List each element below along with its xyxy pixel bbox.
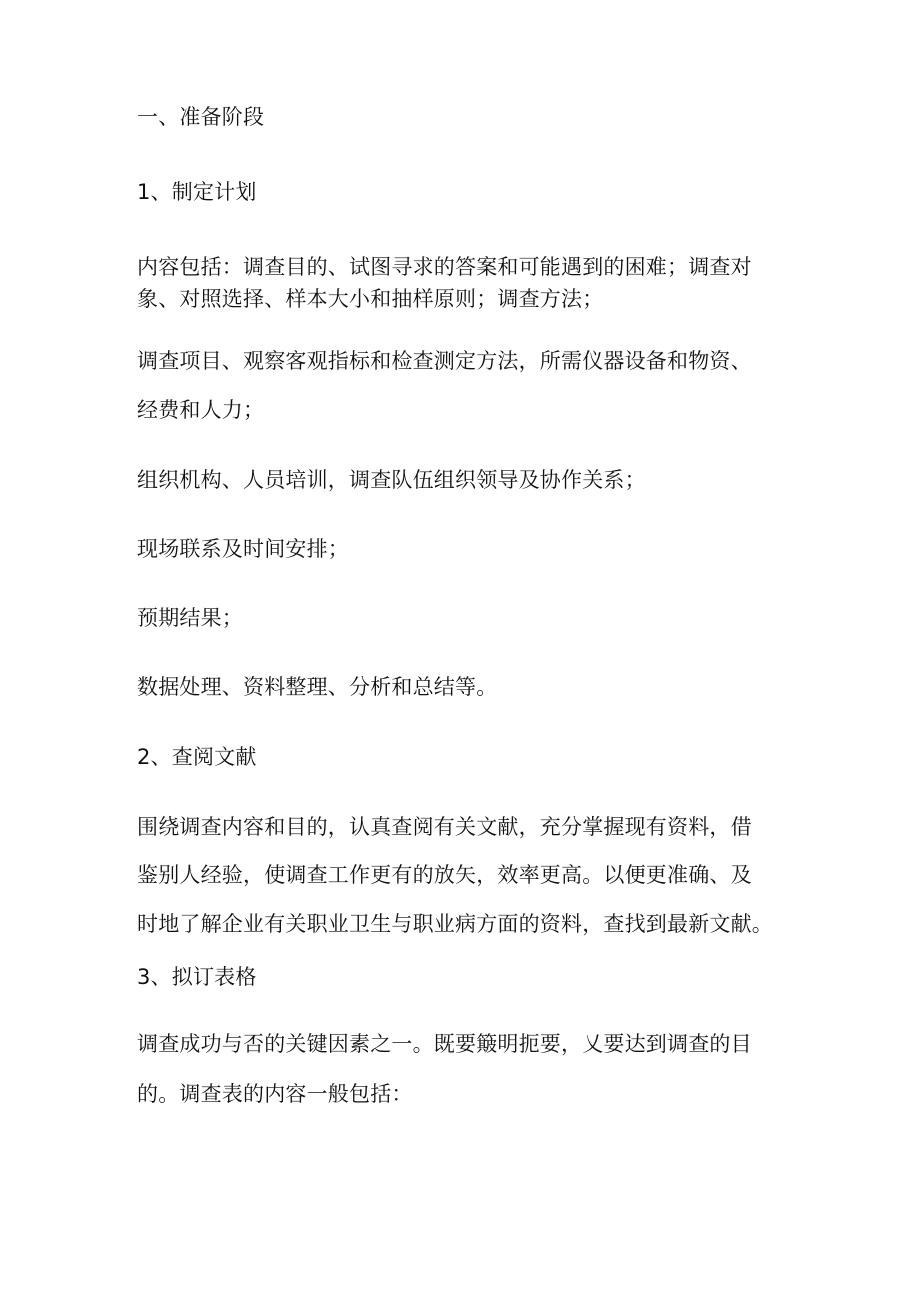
section-title-literature: 2、查阅文献 bbox=[137, 745, 257, 769]
paragraph-line: 鉴别人经验，使调查工作更有的放矢，效率更高。以便更准确、及 bbox=[137, 863, 752, 887]
paragraph-line: 象、对照选择、样本大小和抽样原则；调查方法； bbox=[137, 287, 604, 311]
paragraph-line: 时地了解企业有关职业卫生与职业病方面的资料，查找到最新文献。 bbox=[137, 912, 773, 936]
paragraph-line: 调查成功与否的关键因素之一。既要簸明扼要，乂要达到调查的目 bbox=[137, 1032, 752, 1056]
paragraph-line: 的。调查表的内容一般包括： bbox=[137, 1082, 413, 1106]
paragraph-line: 内容包括：调查目的、试图寻求的答案和可能遇到的困难；调查对 bbox=[137, 255, 752, 279]
section-title-forms: 3、拟订表格 bbox=[137, 965, 257, 989]
paragraph-line: 数据处理、资料整理、分析和总结等。 bbox=[137, 675, 498, 699]
paragraph-line: 围绕调查内容和目的，认真查阅有关文献，充分掌握现有资料，借 bbox=[137, 815, 752, 839]
paragraph-line: 调查项目、观察客观指标和检查测定方法，所需仪器设备和物资、 bbox=[137, 349, 752, 373]
paragraph-line: 组织机构、人员培训，调查队伍组织领导及协作关系； bbox=[137, 468, 646, 492]
main-heading: 一、准备阶段 bbox=[137, 105, 265, 129]
paragraph-line: 预期结果； bbox=[137, 606, 243, 630]
paragraph-line: 经费和人力； bbox=[137, 398, 265, 422]
section-title-plan: 1、制定计划 bbox=[137, 180, 257, 204]
paragraph-line: 现场联系及时间安排； bbox=[137, 537, 349, 561]
